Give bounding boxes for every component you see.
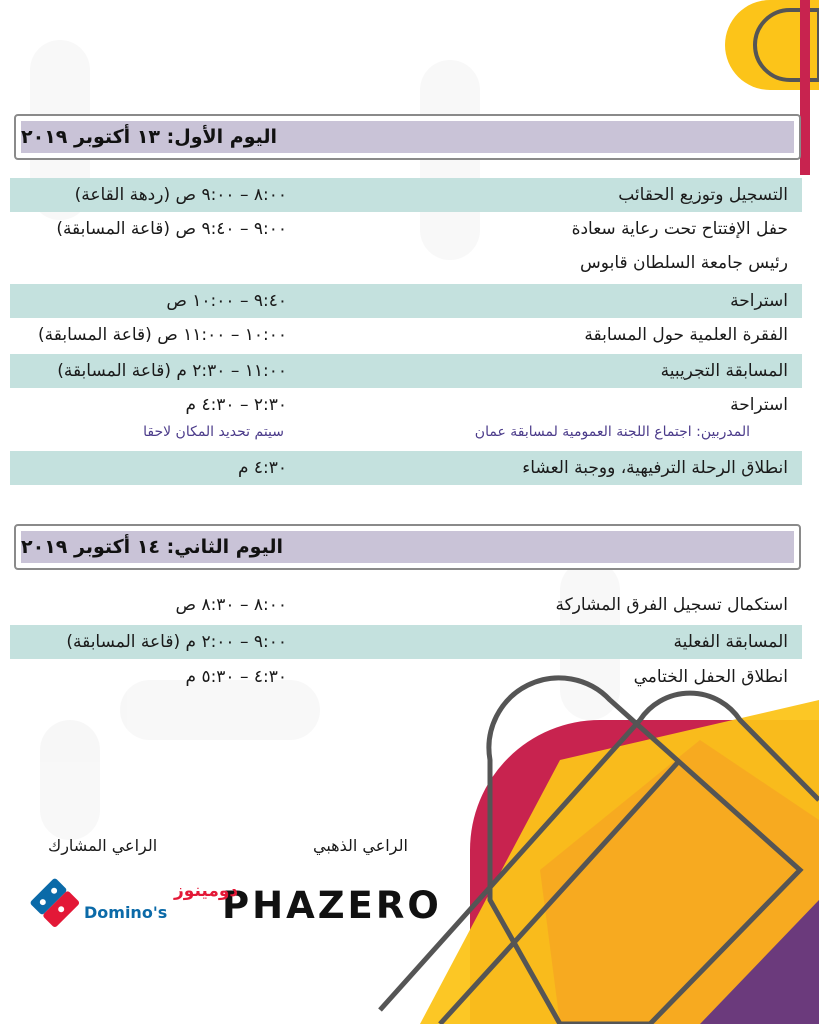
- dominos-arabic-text: دومينوز: [174, 881, 239, 901]
- dominos-latin-text: Domino's: [84, 903, 168, 922]
- schedule-row: [10, 588, 802, 622]
- time-label: ١٠:٠٠ – ١١:٠٠ ص (قاعة المسابقة): [38, 325, 287, 345]
- activity-label-line2: رئيس جامعة السلطان قابوس: [580, 253, 788, 273]
- phazero-logo-text: PHAZERO: [222, 884, 442, 927]
- partner-sponsor-label: الراعي المشارك: [48, 836, 158, 855]
- schedule-row: [10, 212, 802, 282]
- time-label: ٨:٠٠ – ٩:٠٠ ص (ردهة القاعة): [74, 185, 287, 205]
- schedule-row: [10, 625, 802, 659]
- activity-label: حفل الإفتتاح تحت رعاية سعادة: [571, 219, 788, 239]
- activity-label: انطلاق الرحلة الترفيهية، ووجبة العشاء: [522, 458, 788, 478]
- phazero-logo: [222, 884, 448, 928]
- activity-label: المسابقة الفعلية: [673, 632, 788, 652]
- day2-header-title: اليوم الثاني: ١٤ أكتوبر ٢٠١٩: [21, 531, 794, 563]
- schedule-row: [10, 660, 802, 694]
- schedule-row: [10, 318, 802, 352]
- activity-label: الفقرة العلمية حول المسابقة: [584, 325, 788, 345]
- trainers-note: المدربين: اجتماع اللجنة العمومية لمسابقة عمان: [474, 424, 750, 440]
- location-note: سيتم تحديد المكان لاحقا: [143, 424, 284, 440]
- time-label: ٤:٣٠ – ٥:٣٠ م: [185, 667, 287, 687]
- gold-sponsor-label: الراعي الذهبي: [313, 836, 408, 855]
- time-label: ٩:٠٠ – ٢:٠٠ م (قاعة المسابقة): [66, 632, 287, 652]
- domino-tile-icon: [29, 877, 80, 928]
- bottom-right-shapes: [380, 678, 819, 1024]
- day1-header: [14, 114, 801, 160]
- activity-label: استراحة: [730, 395, 788, 415]
- schedule-row: [10, 178, 802, 212]
- activity-label: المسابقة التجريبية: [660, 361, 788, 381]
- activity-label: انطلاق الحفل الختامي: [633, 667, 788, 687]
- schedule-row: [10, 388, 802, 448]
- activity-label: استراحة: [730, 291, 788, 311]
- time-label: ٢:٣٠ – ٤:٣٠ م: [185, 395, 287, 415]
- time-label: ١١:٠٠ – ٢:٣٠ م (قاعة المسابقة): [57, 361, 287, 381]
- time-label: ٤:٣٠ م: [237, 458, 287, 478]
- time-label: ٩:٠٠ – ٩:٤٠ ص (قاعة المسابقة): [56, 219, 287, 239]
- schedule-row: [10, 451, 802, 485]
- time-label: ٩:٤٠ – ١٠:٠٠ ص: [166, 291, 287, 311]
- activity-label: استكمال تسجيل الفرق المشاركة: [555, 595, 788, 615]
- dominos-logo: [28, 874, 239, 930]
- activity-label: التسجيل وتوزيع الحقائب: [618, 185, 788, 205]
- schedule-row: [10, 284, 802, 318]
- day2-header: [14, 524, 801, 570]
- day1-header-title: اليوم الأول: ١٣ أكتوبر ٢٠١٩: [21, 121, 794, 153]
- schedule-row: [10, 354, 802, 388]
- time-label: ٨:٠٠ – ٨:٣٠ ص: [175, 595, 287, 615]
